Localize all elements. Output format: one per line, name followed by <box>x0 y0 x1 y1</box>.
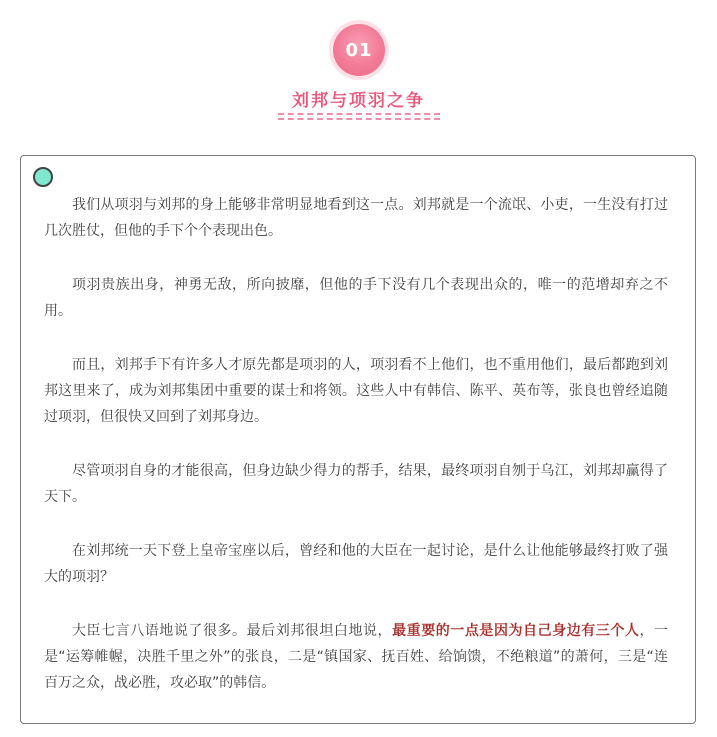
section-title: 刘邦与项羽之争 <box>292 91 425 111</box>
paragraph-6-lead: 大臣七言八语地说了很多。最后刘邦很坦白地说， <box>72 623 393 639</box>
article-body <box>44 192 668 724</box>
paragraph-6-rest: ，一是“运筹帷幄，决胜千里之外”的张良，二是“镇国家、抚百姓、给饷馈，不绝粮道”的萧何，三是“连百万之众，战必胜，攻必取”的韩信。 <box>44 623 669 691</box>
teal-circle-icon <box>33 167 53 187</box>
paragraph-6 <box>44 618 668 696</box>
paragraph-4: 尽管项羽自身的才能很高，但身边缺少得力的帮手，结果，最终项羽自刎于乌江，刘邦却赢得了天下。 <box>44 463 668 505</box>
paragraph-1: 我们从项羽与刘邦的身上能够非常明显地看到这一点。刘邦就是一个流氓、小吏，一生没有打过几次胜仗，但他的手下个个表现出色。 <box>44 197 668 239</box>
paragraph-3: 而且，刘邦手下有许多人才原先都是项羽的人，项羽看不上他们，也不重用他们，最后都跑到刘邦这里来了，成为刘邦集团中重要的谋士和将领。这些人中有韩信、陈平、英布等，张良也曾经追随过项羽，但很快又回到了刘邦身边。 <box>44 357 668 425</box>
paragraph-5: 在刘邦统一天下登上皇帝宝座以后，曾经和他的大臣在一起讨论，是什么让他能够最终打败了强大的项羽？ <box>44 543 668 585</box>
highlighted-key-point: 最重要的一点是因为自己身边有三个人 <box>392 623 640 639</box>
title-underline-top <box>278 113 440 115</box>
section-number: 01 <box>345 39 373 61</box>
title-underline-bottom <box>278 118 440 120</box>
section-number-badge <box>333 24 385 76</box>
paragraph-2: 项羽贵族出身，神勇无敌，所向披靡，但他的手下没有几个表现出众的，唯一的范增却弃之不用。 <box>44 277 668 319</box>
